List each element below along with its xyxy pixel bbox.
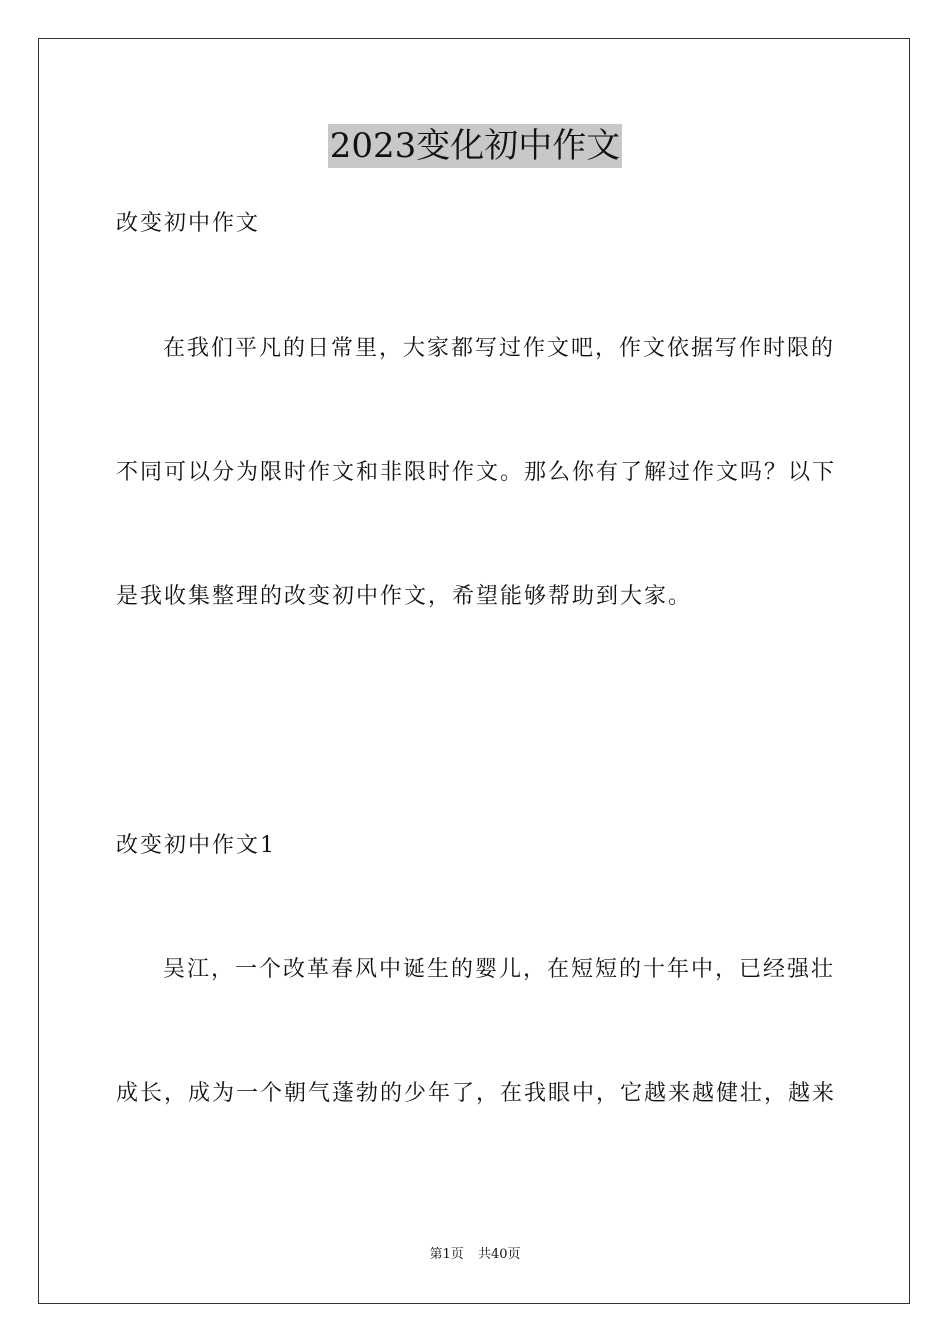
paragraph-line: 在我们平凡的日常里，大家都写过作文吧，作文依据写作时限的 — [163, 336, 836, 361]
paragraph-line: 是我收集整理的改变初中作文，希望能够帮助到大家。 — [116, 584, 693, 609]
page-footer — [0, 1246, 950, 1264]
paragraph-line: 成长，成为一个朝气蓬勃的少年了，在我眼中，它越来越健壮，越来 — [116, 1081, 837, 1106]
document-title: 2023变化初中作文 — [329, 126, 621, 166]
section-heading: 改变初中作文 — [116, 211, 261, 236]
title-container — [0, 124, 950, 168]
page-number: 第1页 — [429, 1247, 464, 1262]
paragraph-line: 吴江，一个改革春风中诞生的婴儿，在短短的十年中，已经强壮 — [163, 957, 836, 982]
essay-heading: 改变初中作文1 — [116, 833, 276, 858]
total-pages: 共40页 — [477, 1247, 521, 1262]
paragraph-line: 不同可以分为限时作文和非限时作文。那么你有了解过作文吗？以下 — [116, 460, 837, 485]
